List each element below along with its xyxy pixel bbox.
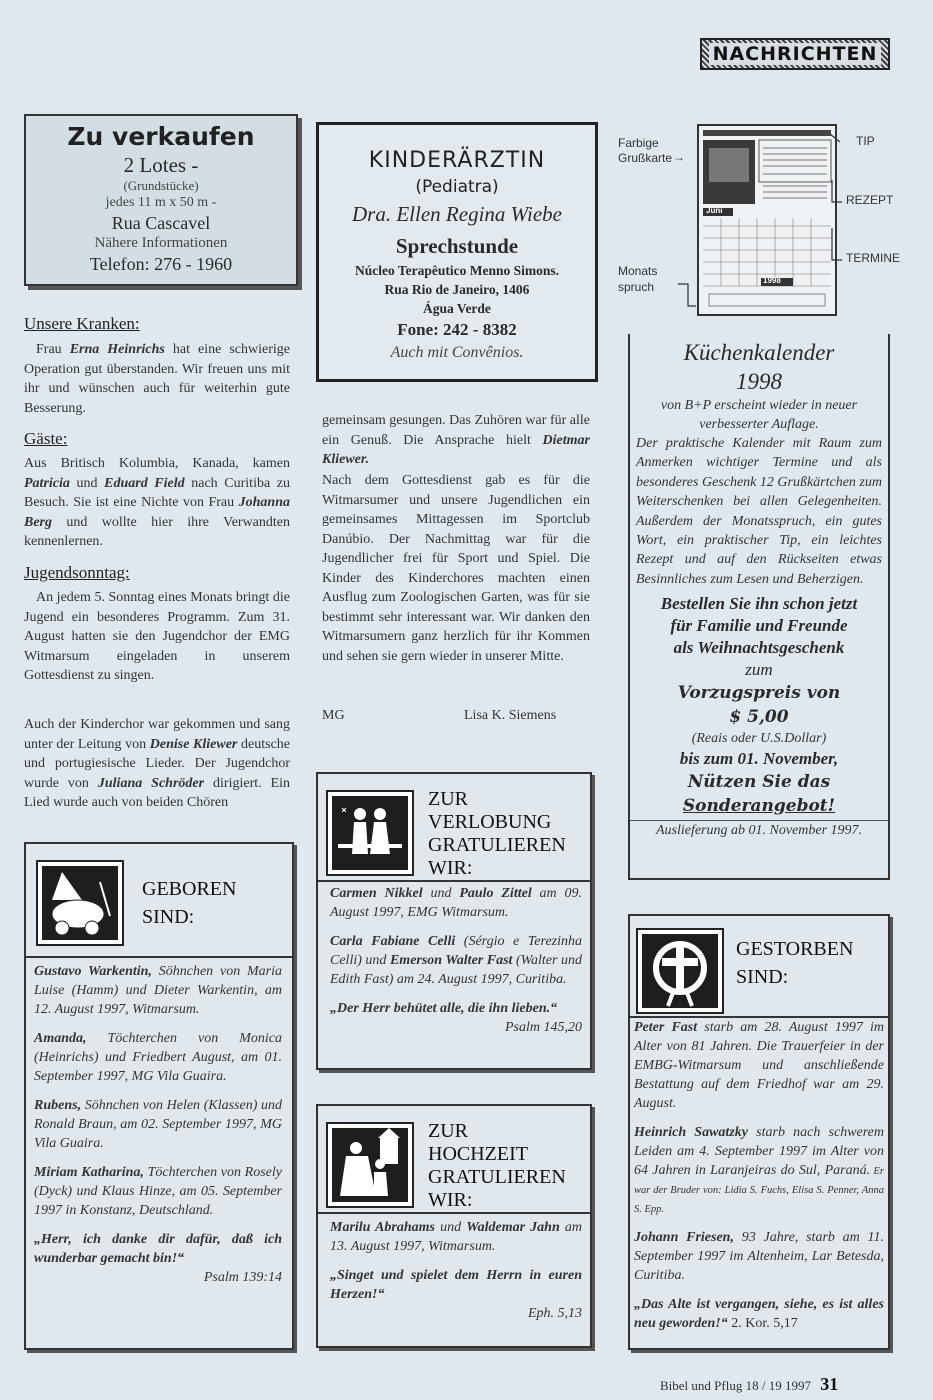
jugend-text-2c: dirigiert. Ein Lied wurde auch von beiden Chören: [24, 775, 290, 810]
hochzeit-divider: [318, 1212, 590, 1214]
hochzeit-name-1a: Marilu Abrahams: [330, 1220, 435, 1235]
sale-phone: Telefon: 276 - 1960: [89, 254, 233, 274]
verlobung-title-1: ZUR: [428, 788, 468, 810]
doctor-name: Dra. Ellen Regina Wiebe: [352, 202, 562, 226]
geboren-box: [24, 842, 294, 1350]
jugend-name-1: Denise Kliewer: [149, 736, 238, 752]
jugend-name-2: Juliana Schröder: [97, 775, 205, 791]
middle-text-1a: gemeinsam gesungen. Das Zuhören war für alle ein Genuß. Die Ansprache hielt: [322, 413, 590, 448]
gestorben-title-1: GESTORBEN: [736, 938, 854, 960]
geboren-name-2: Amanda,: [34, 1031, 87, 1046]
kranken-text-b: hat eine schwierige Operation gut überstanden. Wir freuen uns mit ihr und wünschen auch für weiterhin gute Besserung.: [24, 342, 290, 416]
verlobung-ref: Psalm 145,20: [505, 1020, 582, 1035]
cal-label-farbige: Farbige: [618, 136, 659, 150]
verlobung-title-2: VERLOBUNG: [428, 811, 552, 833]
sale-note: (Grundstücke): [123, 178, 199, 193]
cross-wreath-icon: [636, 928, 724, 1014]
gestorben-siblings: Er war der Bruder von: Lidia S. Fuchs, Elisa S. Penner, Anna S. Epp.: [634, 1166, 885, 1215]
geboren-entries: [34, 962, 282, 1287]
sale-size: jedes 11 m x 50 m -: [105, 195, 217, 210]
kk-order-2: für Familie und Freunde: [670, 616, 848, 636]
hochzeit-title-3: GRATULIEREN: [428, 1166, 566, 1188]
doctor-ad: [316, 122, 598, 382]
footer-magazine: Bibel und Pflug: [660, 1378, 743, 1393]
verlobung-verse: „Der Herr behütet alle, die ihn lieben.“: [330, 1001, 558, 1016]
footer-issue: 18 / 19 1997: [745, 1378, 811, 1393]
doctor-street: Rua Rio de Janeiro, 1406: [384, 282, 530, 297]
cal-label-spruch: spruch: [618, 280, 655, 294]
gestorben-box: [628, 914, 890, 1350]
gaeste-text-d: und wollte hier ihre Verwandten kennenlernen.: [24, 514, 290, 549]
gestorben-text-2: starb nach schwerem Leiden am 4. September 1997 im Alter von 64 Jahren in Laranjeiras do Sul, Paraná.: [634, 1125, 885, 1178]
doctor-hours: Sprechstunde: [395, 234, 519, 258]
page-number: 31: [820, 1374, 839, 1394]
hochzeit-verse: „Singet und spielet dem Herrn in euren Herzen!“: [330, 1268, 582, 1302]
couple-icon: [326, 790, 414, 876]
kk-order-3: als Weihnachtsgeschenk: [673, 638, 845, 658]
hochzeit-name-1c: Waldemar Jahn: [466, 1220, 560, 1235]
geboren-text-1: Söhnchen von Maria Luise (Hamm) und Dieter Warkentin, am 12. August 1997, Witmarsum.: [34, 964, 282, 1017]
gaeste-heading: Gäste:: [24, 429, 68, 448]
geboren-name-3: Rubens,: [34, 1098, 82, 1113]
geboren-entry-1: [34, 962, 282, 1019]
baby-carriage-icon: [36, 860, 124, 946]
verlobung-name-1c: Paulo Zittel: [459, 886, 532, 901]
kk-year: 1998: [736, 369, 782, 394]
gaeste-text-a: Aus Britisch Kolumbia, Kanada, kamen: [24, 456, 290, 471]
hochzeit-entries: [330, 1218, 582, 1323]
verlobung-entry-1: [330, 884, 582, 922]
cal-termine-label: TERMINE: [846, 251, 900, 265]
verlobung-divider: [318, 880, 590, 882]
kranken-text: [24, 340, 290, 418]
doctor-district: Água Verde: [423, 301, 491, 316]
jugend-text-1: An jedem 5. Sonntag eines Monats bringt die Jugend ein besonderes Programm. Zum 31. August hatten sie den Jugendchor der EMG Witmarsum eingeladen in unserem Gottesdienst zu singen.: [24, 590, 290, 683]
geboren-text-4: Töchterchen von Rosely (Dyck) und Klaus Hinze, am 05. September 1997 in Konstanz, Deutschland.: [34, 1165, 282, 1218]
section-header: [700, 38, 890, 70]
cal-tip-label: TIP: [856, 134, 875, 148]
kk-zum: zum: [745, 660, 773, 680]
hochzeit-ref: Eph. 5,13: [527, 1306, 582, 1321]
geboren-title-2: SIND:: [142, 906, 195, 928]
sale-ad: [24, 114, 298, 286]
calendar-thumbnail-drawing: [699, 126, 835, 314]
hochzeit-box: [316, 1104, 592, 1348]
geboren-text-2: Töchterchen von Monica (Heinrichs) und Friedbert August, am 01. September 1997, MG Vila Guaira.: [34, 1031, 282, 1084]
verlobung-name-2c: Emerson Walter Fast: [389, 953, 513, 968]
gestorben-name-1: Peter Fast: [634, 1020, 698, 1035]
gestorben-name-3: Johann Friesen,: [634, 1230, 734, 1245]
cal-label-monats: Monats: [618, 264, 658, 278]
doctor-title: KINDERÄRZTIN: [368, 148, 546, 173]
cal-label-grusskarte: Grußkarte: [618, 151, 673, 165]
middle-text-1: [322, 411, 590, 470]
kranken-name: Erna Heinrichs: [69, 342, 165, 357]
verlobung-entries: [330, 884, 582, 1037]
jugend-text-2b: deutsche und portugiesische Lieder. Der Jugendchor wurde von: [24, 736, 291, 791]
verlobung-title-4: WIR:: [428, 857, 473, 879]
geboren-text-3: Söhnchen von Helen (Klassen) und Ronald Braun, am 02. September 1997, MG Vila Guaira.: [34, 1098, 282, 1151]
doctor-clinic: Núcleo Terapêutico Menno Simons.: [354, 263, 559, 278]
kk-body: Der praktische Kalender mit Raum zum Anmerken wichtiger Termine und als besonderes Geschenk 12 Grußkärtchen zum Weiterschenken bei allen Gelegenheiten. Außerdem der Monatsspruch, ein gutes Wort, ein praktischer Tip, ein leichtes Rezept und auf den Rückseiten etwas Besinnliches zum Lesen und Beherzigen.: [636, 436, 882, 587]
gestorben-name-2: Heinrich Sawatzky: [634, 1125, 748, 1140]
middle-sig-right: Lisa K. Siemens: [464, 708, 557, 723]
kk-currency: (Reais oder U.S.Dollar): [691, 731, 827, 747]
doctor-subtitle: (Pediatra): [415, 177, 499, 197]
page-footer: [660, 1374, 838, 1395]
geboren-verse: „Herr, ich danke dir dafür, daß ich wunderbar gemacht bin!“: [34, 1232, 282, 1266]
gaeste-text-c: nach Curitiba zu Besuch. Sie ist eine Nichte von Frau: [24, 475, 291, 510]
sale-info: Nähere Informationen: [94, 235, 228, 251]
kk-sonder: Sonderangebot!: [682, 796, 836, 817]
gestorben-entry-1: [634, 1018, 884, 1113]
gestorben-text-1: starb am 28. August 1997 im Alter von 81 Jahren. Die Trauerfeier in der EMBG-Witmarsum und anschließende Bestattung auf dem Friedhof war am 29. August.: [634, 1020, 884, 1111]
kk-nutzen: Nützen Sie das: [687, 772, 831, 793]
wedding-couple-icon: [326, 1122, 414, 1208]
jugend-text-2a: Auch der Kinderchor war gekommen und sang unter der Leitung von: [24, 717, 290, 752]
kuechenkalender-ad: [628, 334, 890, 880]
kk-title: Küchenkalender: [683, 340, 835, 365]
kranken-text-a: Frau: [36, 342, 70, 357]
kranken-heading: Unsere Kranken:: [24, 314, 140, 333]
verlobung-box: [316, 772, 592, 1070]
kk-sub: von B+P erscheint wieder in neuer verbesserter Auflage.: [660, 398, 858, 432]
sale-street: Rua Cascavel: [111, 213, 211, 233]
gestorben-verse: [634, 1295, 884, 1333]
hochzeit-title-4: WIR:: [428, 1189, 473, 1211]
geboren-entry-4: [34, 1163, 282, 1220]
doctor-phone: Fone: 242 - 8382: [397, 320, 517, 339]
sale-lots: 2 Lotes -: [123, 153, 199, 177]
geboren-entry-3: [34, 1096, 282, 1153]
gestorben-entry-3: [634, 1228, 884, 1285]
sale-title: Zu verkaufen: [67, 122, 255, 151]
middle-sig-left: MG: [322, 708, 345, 723]
hochzeit-text-1b: und: [434, 1220, 467, 1235]
verlobung-title-3: GRATULIEREN: [428, 834, 566, 856]
gestorben-text-3: 93 Jahre, starb am 11. September 1997 im Altenheim, Lar Betesda, Curitiba.: [634, 1230, 884, 1283]
gaeste-text-b: und: [69, 475, 105, 491]
doctor-note: Auch mit Convênios.: [390, 344, 524, 361]
hochzeit-text-1d: am 13. August 1997, Witmarsum.: [330, 1220, 582, 1254]
section-title: NACHRICHTEN: [709, 43, 882, 65]
callout-lines: [826, 128, 846, 268]
geboren-name-1: Gustavo Warkentin,: [34, 964, 152, 979]
middle-name-1: Dietmar Kliewer.: [322, 432, 590, 467]
cal-year: 1998: [763, 276, 781, 285]
geboren-title-1: GEBOREN: [142, 878, 237, 900]
calendar-thumbnail: [697, 124, 837, 316]
hochzeit-entry-1: [330, 1218, 582, 1256]
verlobung-text-2d: (Walter und Edith Fast) am 24. August 1997, Curitiba.: [330, 953, 583, 987]
gestorben-verse-text: „Das Alte ist vergangen, siehe, es ist alles neu geworden!“: [634, 1297, 884, 1331]
geboren-entry-2: [34, 1029, 282, 1086]
verlobung-text-2b: (Sérgio e Terezinha Celli) und: [330, 934, 582, 968]
verlobung-text-1d: am 09. August 1997, EMG Witmarsum.: [330, 886, 582, 920]
cal-month: Juni: [706, 206, 723, 215]
gestorben-entries: [634, 1018, 884, 1333]
gestorben-entry-2: [634, 1123, 884, 1218]
cal-rezept-label: REZEPT: [846, 193, 894, 207]
geboren-ref: Psalm 139:14: [203, 1270, 282, 1285]
geboren-name-4: Miriam Katharina,: [34, 1165, 144, 1180]
kk-vorzug: Vorzugspreis von: [677, 683, 841, 704]
hochzeit-title-2: HOCHZEIT: [428, 1143, 528, 1165]
kk-order-1: Bestellen Sie ihn schon jetzt: [660, 594, 858, 614]
gestorben-ref: 2. Kor. 5,17: [731, 1316, 798, 1331]
arrow-right-icon: →: [673, 150, 685, 164]
gaeste-name-2: Eduard Field: [104, 475, 185, 491]
gestorben-title-2: SIND:: [736, 966, 789, 988]
verlobung-entry-2: [330, 932, 582, 989]
geboren-divider: [26, 956, 292, 958]
verlobung-name-1a: Carmen Nikkel: [330, 886, 423, 901]
gaeste-name-1: Patricia: [24, 475, 70, 491]
kk-delivery: Auslieferung ab 01. November 1997.: [630, 820, 888, 840]
kk-deadline: bis zum 01. November,: [679, 749, 839, 769]
hochzeit-title-1: ZUR: [428, 1120, 468, 1142]
jugend-heading: Jugendsonntag:: [24, 563, 130, 582]
verlobung-text-1b: und: [422, 886, 460, 901]
verlobung-name-2a: Carla Fabiane Celli: [330, 934, 456, 949]
kk-price: $ 5,00: [729, 707, 789, 728]
gaeste-text: [24, 454, 290, 552]
middle-text-2: Nach dem Gottesdienst gab es für die Witmarsumer und unsere Jugendlichen ein gemeinsames Mittagessen im Sportclub Danúbio. Der Nachmittag war für die Jugendlicher frei für Sport und Spiel. Die Kinder des Kinderchores machten einen Ausflug zum Zoologischen Garten, was für sie bestimmt sehr interessant war. Wir danken den Witmarsumern ganz herzlich für ihr Kommen und sehen sie gern wieder in unserer Mitte.: [322, 473, 590, 664]
jugend-text-2: [24, 715, 290, 813]
gaeste-name-3: Johanna Berg: [24, 495, 290, 530]
